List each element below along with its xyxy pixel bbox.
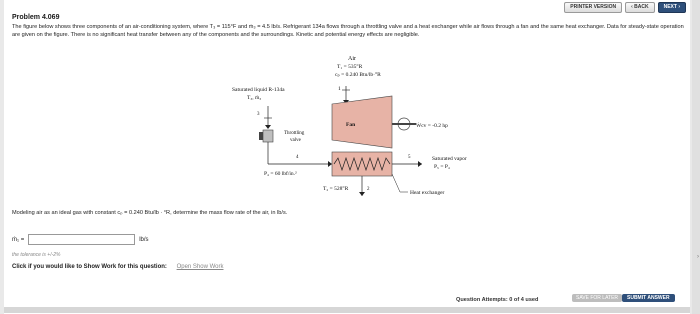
p4-label: P₄ = 60 lbf/in.² (264, 171, 297, 177)
t2-label: T₂ = 528°R (323, 186, 349, 192)
printer-version-button[interactable]: PRINTER VERSION (564, 2, 622, 13)
state-2-label: 2 (367, 187, 370, 192)
tolerance-note: the tolerance is +/-2% (12, 252, 61, 258)
save-for-later-button[interactable]: SAVE FOR LATER (572, 294, 622, 302)
answer-label: ṁ₁ = (12, 236, 25, 243)
horizontal-scrollbar[interactable] (4, 307, 690, 313)
problem-title: Problem 4.069 (12, 14, 60, 21)
p5-label: P₅ = P₄ (434, 164, 450, 170)
throttling-label-2: valve (290, 138, 301, 143)
back-button[interactable]: ‹ BACK (625, 2, 655, 13)
submit-answer-button[interactable]: SUBMIT ANSWER (622, 294, 675, 302)
t3m3-label: T₃, ṁ₃ (247, 95, 262, 101)
fan-label: Fan (346, 122, 356, 128)
answer-unit: lb/s (139, 236, 149, 243)
question-page (4, 0, 690, 314)
heat-exchanger-label: Heat exchanger (410, 190, 445, 196)
show-work-row (12, 264, 224, 270)
heat-exchanger-shape (332, 152, 392, 176)
scroll-arrow-icon[interactable]: › (697, 254, 699, 260)
sat-vapor-label: Saturated vapor (432, 156, 467, 162)
question-text: Modeling air as an ideal gas with constant cₚ = 0.240 Btu/lb · °R, determine the mass flow rate of the air, in lb/s. (12, 210, 288, 216)
open-show-work-link[interactable]: Open Show Work (176, 264, 224, 270)
state-3-label: 3 (257, 112, 260, 117)
state-4-label: 4 (296, 155, 299, 160)
state-5-label: 5 (408, 155, 411, 160)
show-work-prompt: Click if you would like to Show Work for this question: (12, 264, 167, 270)
answer-row (12, 234, 149, 245)
air-cp: cₚ = 0.240 Btu/lb·°R (335, 72, 381, 78)
sat-liquid-label: Saturated liquid R-134a (232, 87, 285, 93)
fan-shape (332, 96, 392, 148)
answer-input[interactable] (28, 234, 135, 245)
next-button[interactable]: NEXT › (658, 2, 686, 13)
problem-statement: The figure below shows three components of an air-conditioning system, where T₃ = 115°F and ṁ₃ = 4.5 lb/s. Refrigerant 134a flows through a throttling valve and a heat exchanger while air flows through a fan and the same heat exchanger. Data for steady-state operation are given on the figure. There is no significant heat transfer between any of the components and the surroundings. Kinetic and potential energy effects are negligible. (12, 24, 684, 38)
throttling-label-1: Throttling (284, 131, 305, 136)
power-label: Ẇcv = -0.2 hp (416, 123, 448, 129)
question-attempts: Question Attempts: 0 of 4 used (456, 297, 539, 303)
state-1-label: 1 (338, 86, 341, 92)
vertical-scrollbar[interactable] (692, 0, 700, 314)
air-t1: T₁ = 535°R (337, 64, 363, 70)
throttling-valve-icon (263, 130, 273, 142)
air-label: Air (348, 56, 356, 62)
